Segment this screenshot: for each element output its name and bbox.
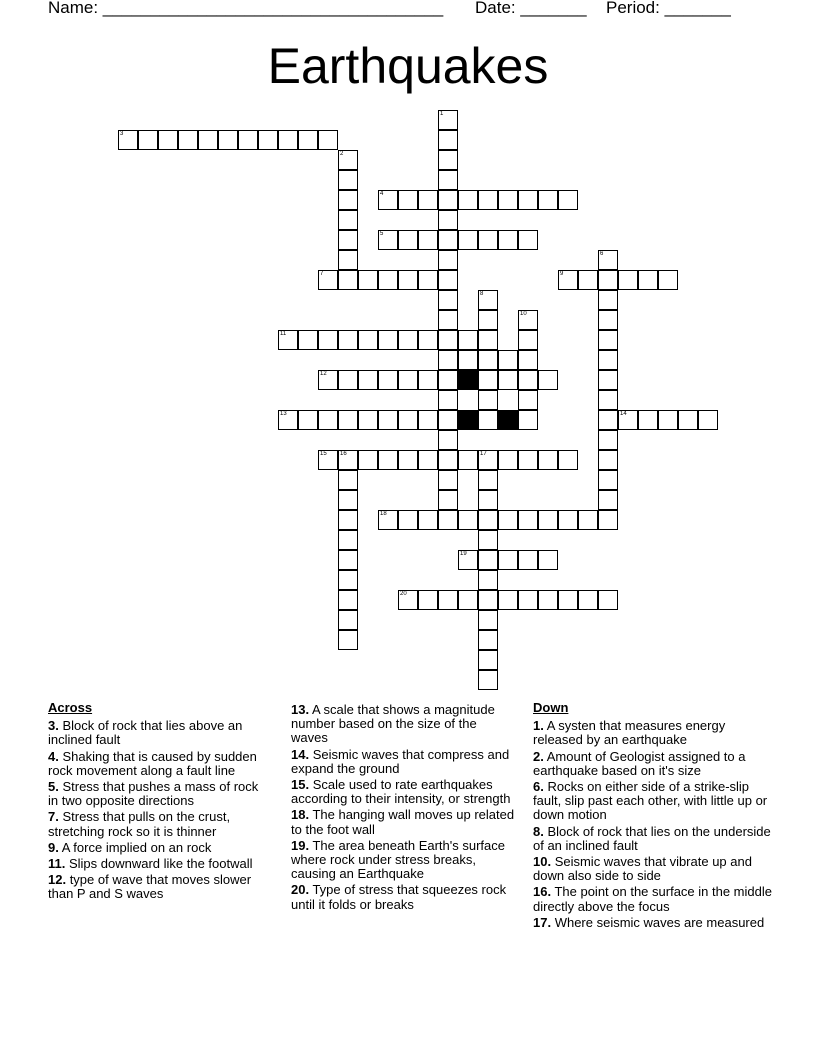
clue-item-text: Shaking that is caused by sudden rock movement along a fault line	[48, 748, 257, 778]
grid-cell[interactable]	[438, 490, 458, 510]
grid-cell[interactable]	[138, 130, 158, 150]
grid-cell[interactable]	[518, 330, 538, 350]
grid-cell[interactable]	[678, 410, 698, 430]
clue-number: 13	[280, 411, 287, 417]
grid-cell[interactable]	[338, 210, 358, 230]
clue-number: 14	[620, 411, 627, 417]
grid-cell[interactable]	[298, 130, 318, 150]
grid-cell[interactable]	[398, 450, 418, 470]
clue-number: 6	[600, 251, 604, 257]
grid-cell[interactable]	[598, 590, 618, 610]
clue-item	[48, 719, 268, 747]
clue-item-text: Seismic waves that compress and expand the ground	[291, 746, 510, 776]
grid-cell[interactable]	[338, 190, 358, 210]
across-clues-continued	[291, 703, 516, 914]
grid-cell[interactable]	[578, 270, 598, 290]
clue-item-text: A systen that measures energy released by an earthquake	[533, 718, 726, 748]
grid-cell[interactable]	[458, 450, 478, 470]
grid-cell[interactable]	[538, 550, 558, 570]
grid-cell[interactable]	[118, 130, 138, 150]
clue-item-number: 18.	[291, 807, 310, 823]
grid-cell[interactable]	[258, 130, 278, 150]
clue-item-text: A force implied on an rock	[58, 839, 212, 855]
grid-cell[interactable]	[338, 510, 358, 530]
grid-cell[interactable]	[478, 610, 498, 630]
grid-cell[interactable]	[478, 450, 498, 470]
grid-cell[interactable]	[418, 190, 438, 210]
grid-cell[interactable]	[518, 390, 538, 410]
grid-cell[interactable]	[458, 190, 478, 210]
clue-item-text: Stress that pulls on the crust, stretching rock so it is thinner	[48, 809, 231, 839]
grid-cell[interactable]	[478, 630, 498, 650]
grid-cell[interactable]	[438, 110, 458, 130]
clue-item	[291, 703, 516, 746]
clue-number: 15	[320, 451, 327, 457]
down-heading: Down	[533, 700, 569, 715]
grid-cell[interactable]	[598, 290, 618, 310]
grid-cell[interactable]	[438, 590, 458, 610]
clue-item-number: 3.	[48, 718, 59, 734]
grid-cell[interactable]	[338, 470, 358, 490]
grid-cell[interactable]	[558, 590, 578, 610]
grid-cell[interactable]	[658, 410, 678, 430]
grid-cell[interactable]	[498, 190, 518, 210]
grid-cell[interactable]	[598, 390, 618, 410]
grid-cell[interactable]	[418, 330, 438, 350]
grid-cell[interactable]	[518, 450, 538, 470]
clue-item	[48, 841, 268, 855]
clue-item-number: 4.	[48, 748, 59, 764]
clue-item-number: 5.	[48, 779, 59, 795]
grid-cell[interactable]	[498, 510, 518, 530]
grid-cell[interactable]	[518, 410, 538, 430]
grid-block	[458, 410, 478, 430]
grid-cell[interactable]	[438, 310, 458, 330]
grid-cell[interactable]	[278, 410, 298, 430]
grid-cell[interactable]	[518, 370, 538, 390]
grid-cell[interactable]	[478, 190, 498, 210]
grid-cell[interactable]	[698, 410, 718, 430]
grid-cell[interactable]	[398, 230, 418, 250]
clue-item	[533, 750, 773, 778]
grid-cell[interactable]	[438, 290, 458, 310]
grid-cell[interactable]	[598, 510, 618, 530]
clue-item-text: type of wave that moves slower than P and S waves	[48, 872, 252, 902]
grid-cell[interactable]	[438, 350, 458, 370]
grid-cell[interactable]	[558, 510, 578, 530]
grid-cell[interactable]	[318, 410, 338, 430]
grid-cell[interactable]	[478, 290, 498, 310]
clue-item-text: Slips downward like the footwall	[65, 856, 253, 872]
period-field[interactable]: Period: _______	[606, 0, 731, 17]
date-field[interactable]: Date: _______	[475, 0, 587, 17]
clue-item-text: Scale used to rate earthquakes according to their intensity, or strength	[291, 777, 511, 807]
grid-cell[interactable]	[338, 450, 358, 470]
grid-cell[interactable]	[418, 510, 438, 530]
clue-item-number: 16.	[533, 884, 552, 900]
clue-number: 16	[340, 451, 347, 457]
down-clues	[533, 701, 773, 932]
clue-item-text: The point on the surface in the middle directly above the focus	[533, 884, 772, 914]
grid-cell[interactable]	[378, 510, 398, 530]
clue-number: 3	[120, 131, 124, 137]
clue-item	[533, 885, 773, 913]
clue-item-text: The hanging wall moves up related to the foot wall	[291, 807, 515, 837]
page-title: Earthquakes	[267, 38, 549, 94]
grid-cell[interactable]	[338, 270, 358, 290]
grid-cell[interactable]	[378, 370, 398, 390]
grid-cell[interactable]	[598, 330, 618, 350]
grid-cell[interactable]	[658, 270, 678, 290]
grid-cell[interactable]	[398, 270, 418, 290]
grid-cell[interactable]	[478, 370, 498, 390]
grid-cell[interactable]	[438, 510, 458, 530]
clue-item-number: 11.	[48, 856, 66, 872]
grid-cell[interactable]	[278, 330, 298, 350]
grid-cell[interactable]	[478, 550, 498, 570]
grid-cell[interactable]	[418, 270, 438, 290]
grid-cell[interactable]	[598, 350, 618, 370]
grid-cell[interactable]	[638, 270, 658, 290]
grid-cell[interactable]	[418, 370, 438, 390]
clue-item	[48, 780, 268, 808]
clue-number: 18	[380, 511, 387, 517]
grid-cell[interactable]	[518, 350, 538, 370]
clue-number: 2	[340, 151, 344, 157]
clue-item-number: 15.	[291, 777, 310, 793]
clue-item-text: A scale that shows a magnitude number based on the size of the waves	[291, 702, 495, 746]
grid-cell[interactable]	[318, 270, 338, 290]
grid-cell[interactable]	[478, 510, 498, 530]
grid-cell[interactable]	[378, 270, 398, 290]
grid-cell[interactable]	[438, 150, 458, 170]
grid-cell[interactable]	[478, 310, 498, 330]
grid-cell[interactable]	[498, 350, 518, 370]
grid-cell[interactable]	[378, 450, 398, 470]
grid-cell[interactable]	[338, 170, 358, 190]
grid-cell[interactable]	[398, 370, 418, 390]
grid-cell[interactable]	[358, 370, 378, 390]
clue-item-text: Seismic waves that vibrate up and down also side to side	[533, 854, 752, 884]
grid-cell[interactable]	[338, 610, 358, 630]
grid-cell[interactable]	[598, 270, 618, 290]
grid-cell[interactable]	[278, 130, 298, 150]
grid-cell[interactable]	[358, 410, 378, 430]
clue-item-number: 2.	[533, 748, 544, 764]
grid-cell[interactable]	[458, 350, 478, 370]
clue-item-number: 6.	[533, 779, 544, 795]
clue-item-text: Stress that pushes a mass of rock in two opposite directions	[48, 779, 259, 809]
grid-cell[interactable]	[598, 310, 618, 330]
grid-cell[interactable]	[438, 230, 458, 250]
clue-item	[533, 719, 773, 747]
grid-cell[interactable]	[438, 270, 458, 290]
grid-cell[interactable]	[438, 330, 458, 350]
grid-cell[interactable]	[318, 450, 338, 470]
grid-cell[interactable]	[218, 130, 238, 150]
grid-cell[interactable]	[358, 330, 378, 350]
grid-cell[interactable]	[378, 230, 398, 250]
clue-item	[48, 810, 268, 838]
grid-cell[interactable]	[518, 510, 538, 530]
clue-item-number: 8.	[533, 823, 544, 839]
grid-cell[interactable]	[498, 230, 518, 250]
grid-cell[interactable]	[478, 490, 498, 510]
grid-cell[interactable]	[478, 470, 498, 490]
grid-cell[interactable]	[638, 410, 658, 430]
grid-cell[interactable]	[478, 330, 498, 350]
clue-item-number: 20.	[291, 882, 310, 898]
grid-cell[interactable]	[178, 130, 198, 150]
grid-cell[interactable]	[518, 550, 538, 570]
grid-cell[interactable]	[618, 410, 638, 430]
clue-item-text: Block of rock that lies on the underside of an inclined fault	[533, 823, 771, 853]
grid-block	[458, 370, 478, 390]
grid-cell[interactable]	[438, 170, 458, 190]
grid-cell[interactable]	[398, 410, 418, 430]
clue-item-number: 7.	[48, 809, 59, 825]
grid-cell[interactable]	[498, 450, 518, 470]
grid-cell[interactable]	[238, 130, 258, 150]
clue-item-number: 14.	[291, 746, 310, 762]
grid-cell[interactable]	[438, 250, 458, 270]
grid-cell[interactable]	[338, 410, 358, 430]
grid-cell[interactable]	[158, 130, 178, 150]
grid-cell[interactable]	[318, 370, 338, 390]
grid-cell[interactable]	[418, 410, 438, 430]
grid-cell[interactable]	[438, 370, 458, 390]
grid-cell[interactable]	[338, 630, 358, 650]
grid-cell[interactable]	[418, 450, 438, 470]
grid-cell[interactable]	[498, 550, 518, 570]
grid-cell[interactable]	[338, 330, 358, 350]
grid-cell[interactable]	[358, 450, 378, 470]
grid-cell[interactable]	[458, 330, 478, 350]
grid-cell[interactable]	[598, 410, 618, 430]
grid-cell[interactable]	[438, 430, 458, 450]
grid-cell[interactable]	[478, 570, 498, 590]
grid-cell[interactable]	[478, 230, 498, 250]
clue-item-text: Rocks on either side of a strike-slip fault, slip past each other, with little up or down motion	[533, 779, 768, 823]
clue-item	[533, 825, 773, 853]
clue-number: 20	[400, 591, 407, 597]
grid-cell[interactable]	[598, 470, 618, 490]
grid-cell[interactable]	[598, 450, 618, 470]
grid-cell[interactable]	[598, 490, 618, 510]
grid-cell[interactable]	[478, 590, 498, 610]
grid-cell[interactable]	[498, 590, 518, 610]
clue-item-text: Type of stress that squeezes rock until it folds or breaks	[291, 882, 507, 912]
grid-cell[interactable]	[338, 590, 358, 610]
grid-cell[interactable]	[478, 410, 498, 430]
grid-cell[interactable]	[598, 250, 618, 270]
grid-cell[interactable]	[338, 250, 358, 270]
grid-cell[interactable]	[338, 530, 358, 550]
clue-number: 8	[480, 291, 484, 297]
grid-cell[interactable]	[458, 550, 478, 570]
grid-cell[interactable]	[478, 530, 498, 550]
grid-cell[interactable]	[398, 190, 418, 210]
clue-item	[291, 839, 516, 882]
grid-cell[interactable]	[438, 130, 458, 150]
grid-cell[interactable]	[338, 550, 358, 570]
grid-cell[interactable]	[478, 350, 498, 370]
grid-cell[interactable]	[418, 230, 438, 250]
grid-cell[interactable]	[338, 490, 358, 510]
clue-number: 5	[380, 231, 384, 237]
clue-item-number: 10.	[533, 854, 552, 870]
grid-cell[interactable]	[338, 570, 358, 590]
clue-item	[533, 916, 773, 930]
clue-item-number: 9.	[48, 839, 59, 855]
grid-cell[interactable]	[338, 150, 358, 170]
clue-item	[291, 748, 516, 776]
clue-number: 1	[440, 111, 444, 117]
grid-cell[interactable]	[438, 210, 458, 230]
across-heading: Across	[48, 700, 93, 715]
clue-item	[48, 873, 268, 901]
grid-cell[interactable]	[318, 130, 338, 150]
clue-item-number: 19.	[291, 837, 310, 853]
clue-item	[291, 883, 516, 911]
clue-item-number: 13.	[291, 702, 310, 717]
grid-cell[interactable]	[538, 510, 558, 530]
grid-cell[interactable]	[338, 370, 358, 390]
clue-number: 17	[480, 451, 487, 457]
grid-cell[interactable]	[578, 510, 598, 530]
grid-cell[interactable]	[438, 470, 458, 490]
across-clues	[48, 701, 268, 904]
clue-item	[291, 778, 516, 806]
grid-cell[interactable]	[418, 590, 438, 610]
grid-cell[interactable]	[598, 430, 618, 450]
grid-cell[interactable]	[358, 270, 378, 290]
clue-item	[533, 780, 773, 823]
clue-item-text: Block of rock that lies above an inclined fault	[48, 718, 243, 748]
grid-cell[interactable]	[378, 410, 398, 430]
clue-item	[533, 855, 773, 883]
grid-cell[interactable]	[538, 370, 558, 390]
clue-item	[48, 857, 268, 871]
grid-cell[interactable]	[338, 230, 358, 250]
grid-cell[interactable]	[378, 190, 398, 210]
grid-cell[interactable]	[438, 190, 458, 210]
clue-item	[291, 808, 516, 836]
clue-item-text: Where seismic waves are measured	[551, 914, 765, 930]
grid-cell[interactable]	[198, 130, 218, 150]
grid-cell[interactable]	[438, 450, 458, 470]
grid-cell[interactable]	[438, 390, 458, 410]
clue-item-text: The area beneath Earth's surface where rock under stress breaks, causing an Earthquake	[291, 837, 505, 882]
grid-cell[interactable]	[578, 590, 598, 610]
grid-cell[interactable]	[518, 230, 538, 250]
grid-cell[interactable]	[518, 310, 538, 330]
clue-number: 11	[280, 331, 287, 337]
clue-item-number: 12.	[48, 872, 67, 888]
grid-cell[interactable]	[398, 590, 418, 610]
clue-number: 4	[380, 191, 384, 197]
clue-item-text: Amount of Geologist assigned to a earthquake based on it's size	[533, 748, 746, 778]
clue-number: 10	[520, 311, 527, 317]
clue-item	[48, 750, 268, 778]
grid-cell[interactable]	[618, 270, 638, 290]
grid-cell[interactable]	[458, 230, 478, 250]
grid-cell[interactable]	[538, 590, 558, 610]
clue-item-number: 17.	[533, 914, 552, 930]
grid-cell[interactable]	[398, 510, 418, 530]
grid-cell[interactable]	[538, 450, 558, 470]
grid-cell[interactable]	[378, 330, 398, 350]
grid-cell[interactable]	[398, 330, 418, 350]
grid-cell[interactable]	[558, 450, 578, 470]
clue-item-number: 1.	[533, 718, 544, 734]
grid-cell[interactable]	[298, 410, 318, 430]
grid-cell[interactable]	[438, 410, 458, 430]
clue-number: 7	[320, 271, 324, 277]
grid-cell[interactable]	[598, 370, 618, 390]
grid-cell[interactable]	[518, 190, 538, 210]
clue-number: 9	[560, 271, 564, 277]
clue-number: 19	[460, 551, 467, 557]
grid-cell[interactable]	[478, 390, 498, 410]
grid-cell[interactable]	[558, 190, 578, 210]
grid-block	[498, 410, 518, 430]
grid-cell[interactable]	[518, 590, 538, 610]
grid-cell[interactable]	[478, 670, 498, 690]
grid-cell[interactable]	[558, 270, 578, 290]
grid-cell[interactable]	[538, 190, 558, 210]
grid-cell[interactable]	[458, 510, 478, 530]
grid-cell[interactable]	[318, 330, 338, 350]
clue-number: 12	[320, 371, 327, 377]
grid-cell[interactable]	[498, 370, 518, 390]
grid-cell[interactable]	[458, 590, 478, 610]
grid-cell[interactable]	[478, 650, 498, 670]
name-field[interactable]: Name: ____________________________________	[48, 0, 444, 17]
grid-cell[interactable]	[298, 330, 318, 350]
